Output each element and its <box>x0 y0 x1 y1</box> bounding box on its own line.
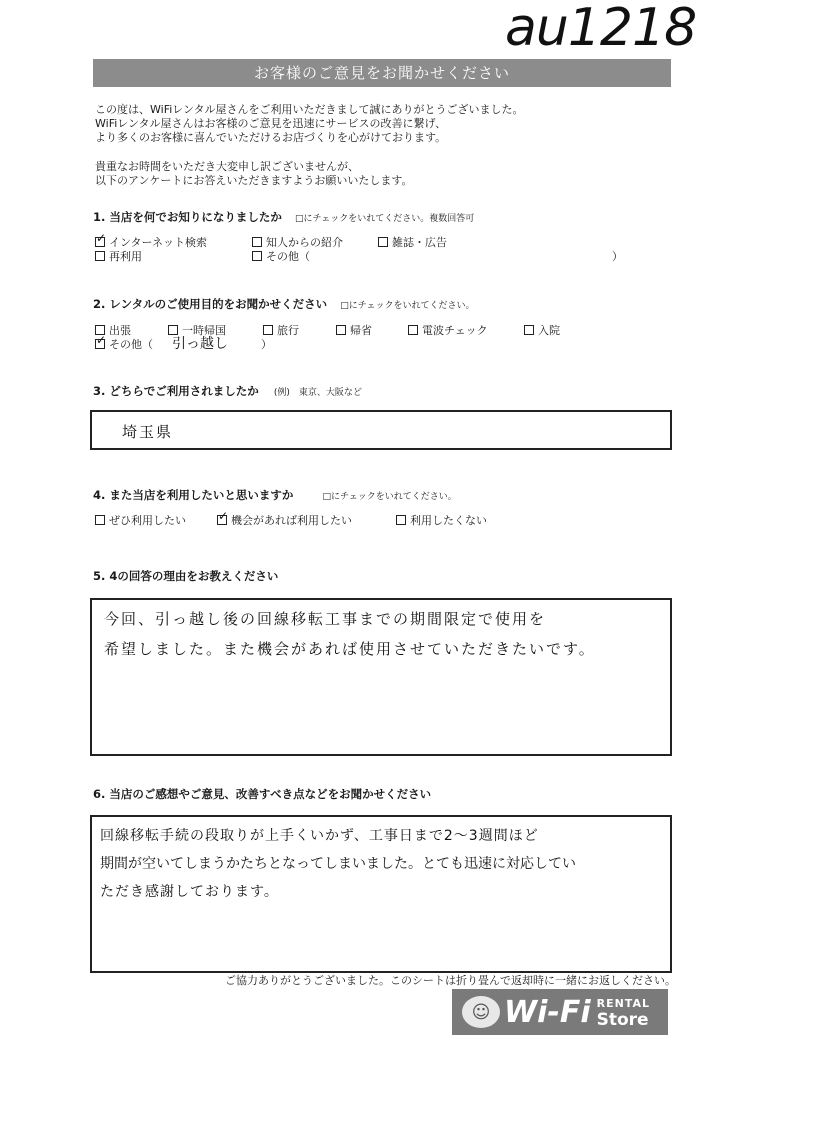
option-label: 再利用 <box>109 250 142 263</box>
checkbox-checked[interactable] <box>95 339 105 349</box>
q2-note: □にチェックをいれてください。 <box>340 301 475 311</box>
q6-title: 6. 当店のご感想やご意見、改善すべき点などをお聞かせください <box>93 787 432 801</box>
q6-answer-line: 期間が空いてしまうかたちとなってしまいました。とても迅速に対応してい <box>100 856 576 872</box>
intro-line: 貴重なお時間をいただき大変申し訳ございませんが、 <box>95 160 359 173</box>
q4-option-definitely[interactable] <box>95 512 186 528</box>
checkbox[interactable] <box>396 515 406 525</box>
option-label: インターネット検索 <box>109 236 208 249</box>
checkbox[interactable] <box>95 251 105 261</box>
q4-header <box>93 484 457 503</box>
q1-option-magazine[interactable] <box>378 234 447 250</box>
option-label: 雑誌・広告 <box>392 236 447 249</box>
q3-answer: 埼玉県 <box>122 423 174 441</box>
checkbox[interactable] <box>524 325 534 335</box>
checkbox-checked[interactable] <box>95 237 105 247</box>
option-label: 知人からの紹介 <box>266 236 343 249</box>
checkbox[interactable] <box>408 325 418 335</box>
checkbox[interactable] <box>252 237 262 247</box>
q5-title: 5. 4の回答の理由をお教えください <box>93 569 279 583</box>
q1-header <box>93 206 474 225</box>
option-label: 電波チェック <box>422 324 488 337</box>
logo-rental-text: RENTAL <box>596 997 650 1010</box>
q2-title: 2. レンタルのご使用目的をお聞かせください <box>93 297 328 311</box>
option-label: 帰省 <box>350 324 372 337</box>
q1-other-close-paren: ） <box>612 250 623 263</box>
option-label: 入院 <box>538 324 560 337</box>
q4-title: 4. また当店を利用したいと思いますか <box>93 488 294 502</box>
q3-header <box>93 380 362 399</box>
intro-line: WiFiレンタル屋さんはお客様のご意見を迅速にサービスの改善に繋げ、 <box>95 117 447 130</box>
option-label: 一時帰国 <box>182 324 226 337</box>
q2-option-homecoming[interactable] <box>336 322 372 338</box>
option-label: 出張 <box>109 324 131 337</box>
option-label: 機会があれば利用したい <box>231 514 352 527</box>
sheet-id-handwritten: au1218 <box>505 0 697 58</box>
checkbox-checked[interactable] <box>217 515 227 525</box>
q2-other-answer: 引っ越し <box>172 336 228 352</box>
intro-line: この度は、WiFiレンタル屋さんをご利用いただきまして誠にありがとうございました。 <box>95 103 524 116</box>
option-label: その他（ <box>266 250 310 263</box>
q6-answer-line: ただき感謝しております。 <box>100 884 279 900</box>
checkbox[interactable] <box>336 325 346 335</box>
q5-answer-line: 今回、引っ越し後の回線移転工事までの期間限定で使用を <box>104 610 547 628</box>
q2-option-signal-check[interactable] <box>408 322 488 338</box>
checkbox[interactable] <box>95 515 105 525</box>
q2-option-other[interactable] <box>95 336 153 352</box>
option-label: ぜひ利用したい <box>109 514 186 527</box>
q2-other-close-paren: ） <box>261 338 272 351</box>
q3-title: 3. どちらでご利用されましたか <box>93 384 259 398</box>
q3-answer-field[interactable] <box>90 410 672 450</box>
q6-answer-field[interactable] <box>90 815 672 973</box>
checkbox[interactable] <box>263 325 273 335</box>
intro-line: 以下のアンケートにお答えいただきますようお願いいたします。 <box>95 174 413 187</box>
q5-answer-field[interactable] <box>90 598 672 756</box>
q1-option-reuse[interactable] <box>95 248 142 264</box>
q4-note: □にチェックをいれてください。 <box>322 492 457 502</box>
q1-note: □にチェックをいれてください。複数回答可 <box>294 214 475 224</box>
logo-subtext <box>597 996 650 1028</box>
option-label: 利用したくない <box>410 514 487 527</box>
q1-option-other[interactable] <box>252 248 310 264</box>
q1-title: 1. 当店を何でお知りになりましたか <box>93 210 282 224</box>
intro-line: より多くのお客様に喜んでいただけるお店づくりを心がけております。 <box>95 131 447 144</box>
q2-option-hospital[interactable] <box>524 322 560 338</box>
q6-answer-line: 回線移転手続の段取りが上手くいかず、工事日まで2～3週間ほど <box>100 828 539 844</box>
logo-store-text: Store <box>596 1010 649 1030</box>
q3-example: (例) 東京、大阪など <box>273 388 362 398</box>
footer-note: ご協力ありがとうございました。このシートは折り畳んで返却時に一緒にお返しください。 <box>225 974 676 987</box>
logo-wifi-text: Wi-Fi <box>504 994 591 1030</box>
q5-answer-line: 希望しました。また機会があれば使用させていただきたいです。 <box>104 640 596 658</box>
q4-option-no[interactable] <box>396 512 487 528</box>
checkbox[interactable] <box>378 237 388 247</box>
option-label: 旅行 <box>277 324 299 337</box>
q4-option-if-opportunity[interactable] <box>217 512 352 528</box>
checkbox[interactable] <box>252 251 262 261</box>
page-title: お客様のご意見をお聞かせください <box>93 59 671 87</box>
option-label: その他（ <box>109 338 153 351</box>
mascot-icon: ☺ <box>462 996 500 1028</box>
q2-header <box>93 293 474 312</box>
wifi-rental-store-logo <box>452 989 668 1035</box>
